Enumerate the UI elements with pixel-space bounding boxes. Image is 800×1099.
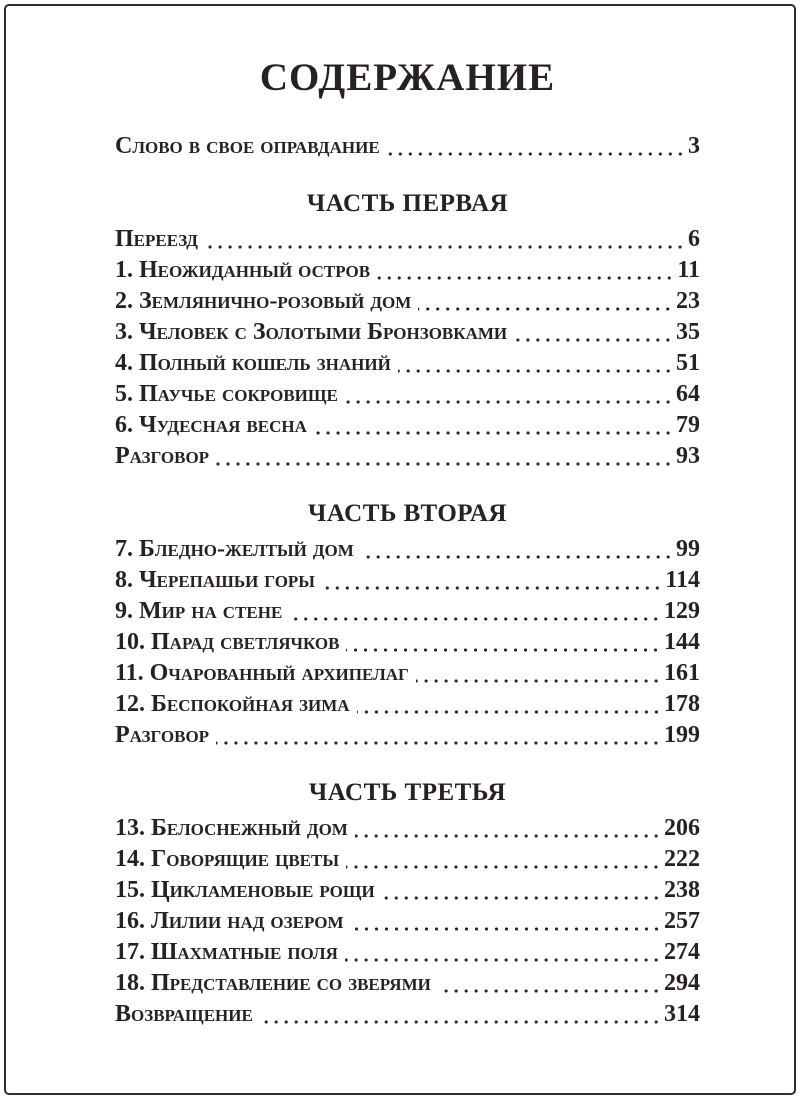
toc-entry — [115, 286, 700, 317]
toc-entry-page: 274 — [664, 938, 700, 965]
toc-entry-page: 294 — [664, 969, 700, 996]
toc-entry-label: Переезд — [115, 225, 198, 252]
toc-entry-page: 64 — [676, 380, 700, 407]
toc-entry-page: 3 — [688, 132, 700, 159]
toc-entry-page: 238 — [664, 876, 700, 903]
dot-leader — [377, 275, 674, 281]
toc-entry-page: 199 — [664, 721, 700, 748]
toc-entry-label: 9. Мир на стене — [115, 597, 283, 624]
toc-entry — [115, 658, 700, 689]
toc-entry — [115, 348, 700, 379]
toc-entry-label: 14. Говорящие цветы — [115, 845, 340, 872]
toc-entry-label: 1. Неожиданный остров — [115, 256, 371, 283]
dot-leader — [416, 678, 661, 684]
toc-entry — [115, 131, 700, 162]
toc-entry-label: Слово в свое оправдание — [115, 132, 380, 159]
toc-entry-page: 11 — [677, 256, 700, 283]
dot-leader — [355, 833, 661, 839]
toc-entry — [115, 937, 700, 968]
toc-entry — [115, 720, 700, 751]
toc-entry-page: 314 — [664, 1000, 700, 1027]
toc-entry-page: 161 — [664, 659, 700, 686]
toc-entry-label: 16. Лилии над озером — [115, 907, 344, 934]
page-title: СОДЕРЖАНИЕ — [259, 56, 556, 99]
dot-leader — [382, 895, 661, 901]
toc-entry-page: 99 — [676, 535, 700, 562]
toc-entry — [115, 968, 700, 999]
sections — [115, 187, 700, 1030]
dot-leader — [260, 1019, 661, 1025]
toc-entry-label: Разговор — [115, 721, 210, 748]
toc-entry-label: 17. Шахматные поля — [115, 938, 338, 965]
dot-leader — [418, 306, 673, 312]
toc-entry-label: Разговор — [115, 442, 210, 469]
toc-entry — [115, 627, 700, 658]
toc-entry — [115, 813, 700, 844]
dot-leader — [322, 585, 662, 591]
toc-section — [115, 776, 700, 1030]
section-entries — [115, 224, 700, 472]
toc-entry-label: 12. Беспокойная зима — [115, 690, 350, 717]
dot-leader — [216, 461, 673, 467]
toc-entry — [115, 534, 700, 565]
toc-entry-label: 18. Представление со зверями — [115, 969, 431, 996]
toc-entry-label: 8. Черепашьи горы — [115, 566, 315, 593]
section-entries — [115, 813, 700, 1030]
section-entries — [115, 534, 700, 751]
toc-entry-page: 178 — [664, 690, 700, 717]
toc-entry — [115, 844, 700, 875]
toc-entry-label: 13. Белоснежный дом — [115, 814, 348, 841]
toc-entry — [115, 224, 700, 255]
toc-entry-label: 10. Парад светлячков — [115, 628, 340, 655]
dot-leader — [345, 957, 661, 963]
toc-entry-label: 6. Чудесная весна — [115, 411, 307, 438]
toc-entry-page: 6 — [688, 225, 700, 252]
toc-entry-page: 93 — [676, 442, 700, 469]
toc-entry-page: 23 — [676, 287, 700, 314]
toc-entry-page: 51 — [676, 349, 700, 376]
section-heading: ЧАСТЬ ПЕРВАЯ — [306, 189, 509, 217]
toc-entry — [115, 565, 700, 596]
dot-leader — [351, 926, 661, 932]
toc-entry — [115, 441, 700, 472]
toc-entry — [115, 410, 700, 441]
toc-section — [115, 187, 700, 472]
dot-leader — [346, 647, 661, 653]
dot-leader — [345, 399, 673, 405]
toc-entry — [115, 906, 700, 937]
toc-entry-page: 79 — [676, 411, 700, 438]
toc-entry-label: 3. Человек с Золотыми Бронзовками — [115, 318, 508, 345]
toc-entry — [115, 999, 700, 1030]
toc-entry — [115, 689, 700, 720]
dot-leader — [361, 554, 673, 560]
toc-entry-label: 4. Полный кошель знаний — [115, 349, 391, 376]
toc-entry-page: 35 — [676, 318, 700, 345]
section-heading: ЧАСТЬ ВТОРАЯ — [308, 499, 507, 527]
toc-section — [115, 497, 700, 751]
toc-entry-page: 144 — [664, 628, 700, 655]
toc-entry-label: 2. Землянично-розовый дом — [115, 287, 412, 314]
dot-leader — [514, 337, 673, 343]
dot-leader — [357, 709, 661, 715]
dot-leader — [346, 864, 661, 870]
toc-entry-label: 11. Очарованный архипелаг — [115, 659, 409, 686]
dot-leader — [387, 151, 685, 157]
toc-entry — [115, 255, 700, 286]
dot-leader — [314, 430, 673, 436]
toc-entry — [115, 596, 700, 627]
dot-leader — [205, 244, 685, 250]
toc-entry-page: 206 — [664, 814, 700, 841]
toc-entry-page: 114 — [665, 566, 700, 593]
toc-entry — [115, 317, 700, 348]
dot-leader — [216, 740, 661, 746]
toc-entry-label: 5. Паучье сокровище — [115, 380, 338, 407]
toc-entry — [115, 379, 700, 410]
toc-entry-page: 129 — [664, 597, 700, 624]
toc-entry — [115, 875, 700, 906]
toc-entry-label: 15. Цикламеновые рощи — [115, 876, 375, 903]
toc-entry-label: Возвращение — [115, 1000, 253, 1027]
section-heading: ЧАСТЬ ТРЕТЬЯ — [308, 778, 507, 806]
toc-entry-page: 257 — [664, 907, 700, 934]
dot-leader — [438, 988, 661, 994]
dot-leader — [398, 368, 673, 374]
toc-entry-label: 7. Бледно-желтый дом — [115, 535, 354, 562]
dot-leader — [289, 616, 661, 622]
toc-entry-page: 222 — [664, 845, 700, 872]
